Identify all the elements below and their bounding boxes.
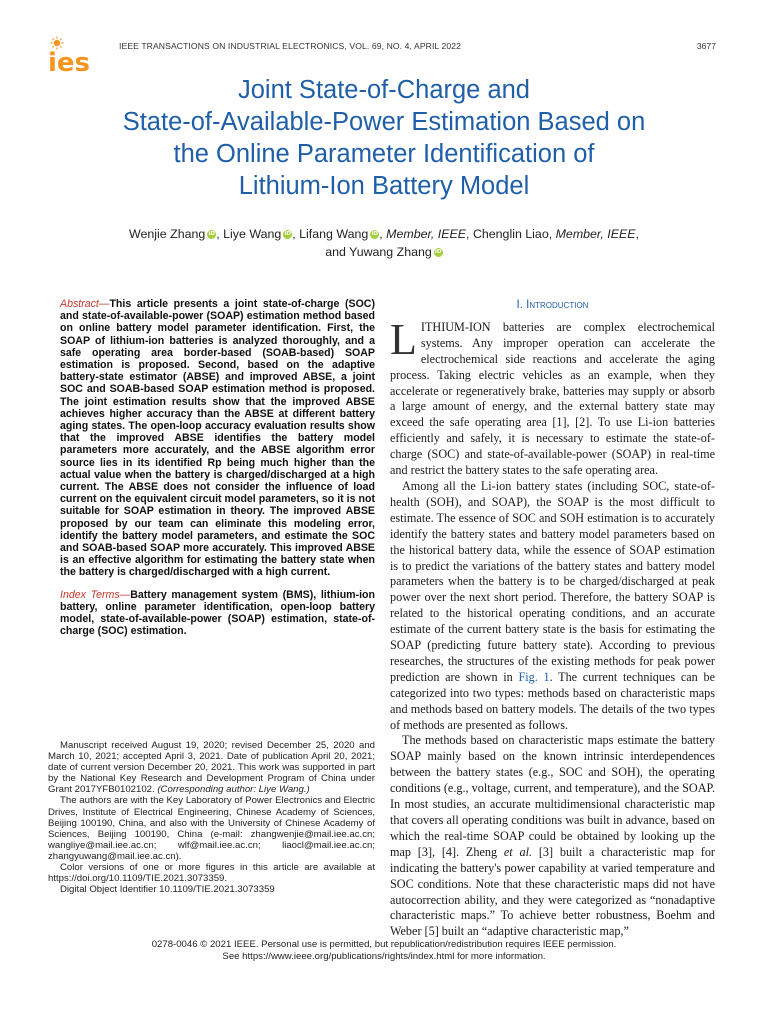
copyright-line: 0278-0046 © 2021 IEEE. Personal use is permitted, but republication/redistribution requires IEEE permission.: [151, 939, 617, 950]
author-name: Lifang Wang: [299, 227, 369, 241]
logo-text: ies: [48, 48, 91, 74]
drop-cap: L: [390, 314, 417, 364]
et-al: et al.: [503, 844, 533, 859]
intro-paragraph: [390, 314, 715, 479]
abstract: [60, 298, 375, 579]
author-list: Wenjie Zhang iD, Liye Wang iD, Lifang Wang iD, Member, IEEE, Chenglin Liao, Member, IEEE, and Yuwang Zhang iD: [129, 227, 639, 259]
orcid-icon[interactable]: iD: [371, 231, 378, 237]
index-terms-text: Battery management system (BMS), lithium-ion battery, online parameter identification, open-loop battery model, state-of-available-power (SOAP) estimation, state-of-charge (SOC) estimation.: [60, 588, 375, 638]
orcid-icon[interactable]: iD: [435, 248, 442, 255]
abstract-column: [60, 298, 375, 637]
paragraph-text: . The current techniques can be categorized into two types: methods based on characteristic maps and methods based on battery models. The details of the two types of methods are presented as follows.: [390, 669, 715, 732]
corresponding-author: (Corresponding author: Liye Wang.): [157, 784, 310, 796]
index-terms-label: Index Terms—: [60, 588, 131, 601]
abstract-label: Abstract—: [60, 298, 110, 310]
section-numeral: I.: [516, 299, 523, 311]
author-name: Liye Wang: [223, 227, 282, 241]
color-figures-note: Color versions of one or more figures in this article are available at https://doi.org/10.1109/TIE.2021.3073359.: [48, 862, 375, 885]
paper-title: [40, 74, 728, 202]
orcid-icon[interactable]: iD: [284, 231, 291, 237]
paragraph-text: Among all the Li-ion battery states (including SOC, state-of-health (SOH), and SOAP), the SOAP is the most difficult to estimate. The essence of SOC and SOH estimation is to accurately identify the battery states and battery model parameters based on the historical battery data, while the essence of SOAP estimation is to predict the variations of the battery states and battery model parameters when the battery is to be charged/discharged at peak power over the next short period. Therefore, the battery SOAP is related to the historical operating conditions, and an accurate estimate of the current battery state is the basis for estimating the SOAP (predicting future battery state). According to previous researches, the structures of the existing methods for peak power prediction are shown in: [390, 478, 715, 684]
manuscript-text: Manuscript received August 19, 2020; revised December 25, 2020 and March 10, 2021; accepted April 3, 2021. Date of publication April 20, 2021; date of current version December 20, 2021. This work was supported in part by the National Key Research and Development Program of China under Grant 2017YFB0102102.: [48, 740, 375, 796]
paragraph-text: The methods based on characteristic maps estimate the battery SOAP mainly based on the known intrinsic interdependences between the battery states (e.g., SOC and SOH), the operating conditions (e.g., voltage, current, and temperature), and the SOAP. In most studies, an accurate multidimensional characteristic map that covers all operating conditions was built in advance, based on which the real-time SOAP could be obtained by looking up the map [3], [4]. Zheng: [390, 733, 715, 859]
title-line: Lithium-Ion Battery Model: [238, 172, 530, 200]
intro-paragraph: [390, 733, 715, 940]
orcid-icon[interactable]: iD: [208, 231, 215, 237]
rights-link[interactable]: See https://www.ieee.org/publications/rights/index.html for more information.: [222, 950, 546, 962]
figure-link[interactable]: Fig. 1: [518, 669, 550, 684]
title-line: State-of-Available-Power Estimation Based on: [122, 108, 646, 136]
title-line: the Online Parameter Identification of: [173, 140, 595, 168]
author-conjunction: and: [325, 244, 346, 259]
manuscript-note: [48, 740, 375, 795]
abstract-text: This article presents a joint state-of-charge (SOC) and state-of-available-power (SOAP) estimation method based on online battery model parameter identification. First, the SOAP of lithium-ion batteries is analyzed thoroughly, and a safe operating area border-based (SOAB-based) SOAP estimation is proposed. Second, based on the adaptive battery-state estimator (ABSE) and improved ABSE, a joint SOC and SOAB-based SOAP estimation method is proposed. The joint estimation results show that the improved ABSE achieves higher accuracy than the ABSE at different battery aging states. The open-loop accuracy evaluation results show that the improved ABSE identifies the battery model parameters more accurately, and the ABSE algorithm error source lies in its identified Rp being much higher than the actual value when the battery is charged/discharged at a high current. The ABSE does not consider the influence of load current on the equivalent circuit model parameters, so it is not suitable for SOAP estimation in theory. The improved ABSE proposed by our team can eliminate this modeling error, identify the battery model parameters, and estimate the SOC and SOAB-based SOAP more accurately. This improved ABSE is an effective algorithm for estimating the battery state when the battery is charged/discharged with a high current.: [60, 298, 375, 579]
introduction-column: [390, 298, 715, 940]
page-number: 3677: [696, 41, 716, 51]
section-title: Introduction: [526, 299, 589, 311]
copyright-notice: [40, 939, 728, 962]
ies-logo-icon: [46, 34, 106, 74]
author-name: Wenjie Zhang: [129, 227, 206, 241]
paragraph-text: batteries are complex electrochemical systems. Any improper operation can accelerate the electrochemical side reactions and accelerate the aging process. Taking electric vehicles as an example, when they accelerate or regeneratively brake, batteries may supply or absorb a large amount of energy, and the external battery state may exceed the safe operating area [1], [2]. To use Li-ion batteries efficiently and safely, it is necessary to estimate the state-of-charge (SOC) and state-of-available-power (SOAP) in real-time and restrict the battery states to the safe operating area.: [390, 319, 715, 478]
intro-paragraph: [390, 479, 715, 734]
author-membership: Member, IEEE: [386, 227, 467, 241]
section-heading: [390, 298, 715, 314]
doi-note: Digital Object Identifier 10.1109/TIE.2021.3073359: [60, 884, 275, 896]
author-name: Yuwang Zhang: [349, 244, 432, 259]
journal-name: IEEE TRANSACTIONS ON INDUSTRIAL ELECTRONICS, VOL. 69, NO. 4, APRIL 2022: [119, 41, 462, 51]
title-line: Joint State-of-Charge and: [237, 76, 530, 104]
page-header: [0, 0, 768, 74]
author-membership: Member, IEEE: [555, 227, 636, 241]
paragraph-text: [3] built a characteristic map for indicating the battery's power capability at varied temperature and SOC conditions. Note that these characteristic maps did not have autocorrection ability, and they were categorized as “nonadaptive characteristic maps.” To achieve better robustness, Boehm and Weber [5] built an “adaptive characteristic map,”: [390, 844, 715, 939]
lead-caps: ITHIUM-ION: [420, 319, 491, 334]
first-page-footnotes: [48, 740, 375, 895]
author-name: Chenglin Liao: [472, 227, 549, 241]
index-terms: [60, 589, 375, 638]
affiliation-note: The authors are with the Key Laboratory of Power Electronics and Electric Drives, Institute of Electrical Engineering, Chinese Academy of Sciences, Beijing 100190, China, and also with the University of Chinese Academy of Sciences, Beijing 100190, China (e-mail: zhangwenjie@mail.iee.ac.cn; wangliye@mail.iee.ac.cn; wlf@mail.iee.ac.cn; liaocl@mail.iee.ac.cn; zhangyuwang@mail.iee.ac.cn).: [48, 795, 375, 862]
